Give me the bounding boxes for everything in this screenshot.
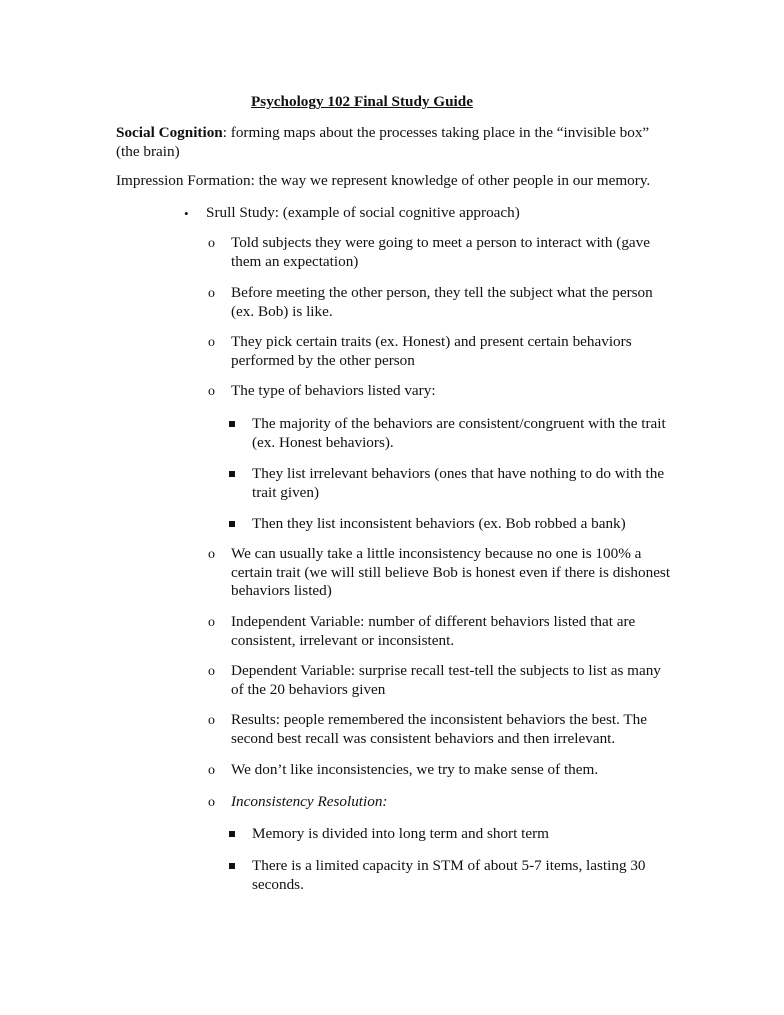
inconsistency-resolution-heading: Inconsistency Resolution: <box>231 793 388 810</box>
irrelevant-behaviors-item: They list irrelevant behaviors (ones that have nothing to do with the trait given) <box>252 465 665 501</box>
social-cognition-term: Social Cognition <box>116 124 223 141</box>
circle-marker: o <box>208 664 215 679</box>
document-title: Psychology 102 Final Study Guide <box>251 93 473 110</box>
told-subjects-item: Told subjects they were going to meet a person to interact with (gave them an expectation) <box>231 234 650 270</box>
impression-formation-paragraph: Impression Formation: the way we represent knowledge of other people in our memory. <box>116 172 651 189</box>
srull-study-item: Srull Study: (example of social cognitive approach) <box>206 204 520 221</box>
circle-marker: o <box>208 547 215 562</box>
circle-marker: o <box>208 236 215 251</box>
circle-marker: o <box>208 286 215 301</box>
before-meeting-item: Before meeting the other person, they tell the subject what the person (ex. Bob) is like. <box>231 284 653 320</box>
inconsistent-behaviors-item: Then they list inconsistent behaviors (ex. Bob robbed a bank) <box>252 515 626 532</box>
square-bullet-marker <box>229 521 235 527</box>
dependent-variable-item: Dependent Variable: surprise recall test-tell the subjects to list as many of the 20 behaviors given <box>231 662 661 698</box>
majority-behaviors-item: The majority of the behaviors are consistent/congruent with the trait (ex. Honest behaviors). <box>252 415 666 451</box>
circle-marker: o <box>208 763 215 778</box>
social-cognition-definition: : forming maps about the processes taking place in the “invisible box” (the brain) <box>116 124 650 160</box>
independent-variable-item: Independent Variable: number of different behaviors listed that are consistent, irrelevant or inconsistent. <box>231 613 636 649</box>
square-bullet-marker <box>229 471 235 477</box>
circle-marker: o <box>208 335 215 350</box>
inconsistency-tolerance-item: We can usually take a little inconsistency because no one is 100% a certain trait (we will still believe Bob is honest even if there is dishonest behaviors listed) <box>231 545 671 600</box>
circle-marker: o <box>208 615 215 630</box>
dont-like-inconsistencies-item: We don’t like inconsistencies, we try to make sense of them. <box>231 761 599 778</box>
pick-traits-item: They pick certain traits (ex. Honest) and present certain behaviors performed by the other person <box>231 333 632 369</box>
square-bullet-marker <box>229 863 235 869</box>
social-cognition-paragraph <box>116 124 676 161</box>
square-bullet-marker <box>229 421 235 427</box>
stm-capacity-item: There is a limited capacity in STM of about 5-7 items, lasting 30 seconds. <box>252 857 646 893</box>
circle-marker: o <box>208 384 215 399</box>
results-item: Results: people remembered the inconsistent behaviors the best. The second best recall was consistent behaviors and then irrelevant. <box>231 711 648 747</box>
types-vary-item: The type of behaviors listed vary: <box>231 382 436 399</box>
square-bullet-marker <box>229 831 235 837</box>
circle-marker: o <box>208 795 215 810</box>
memory-divided-item: Memory is divided into long term and short term <box>252 825 549 842</box>
circle-marker: o <box>208 713 215 728</box>
bullet-disc-marker: • <box>184 206 189 221</box>
